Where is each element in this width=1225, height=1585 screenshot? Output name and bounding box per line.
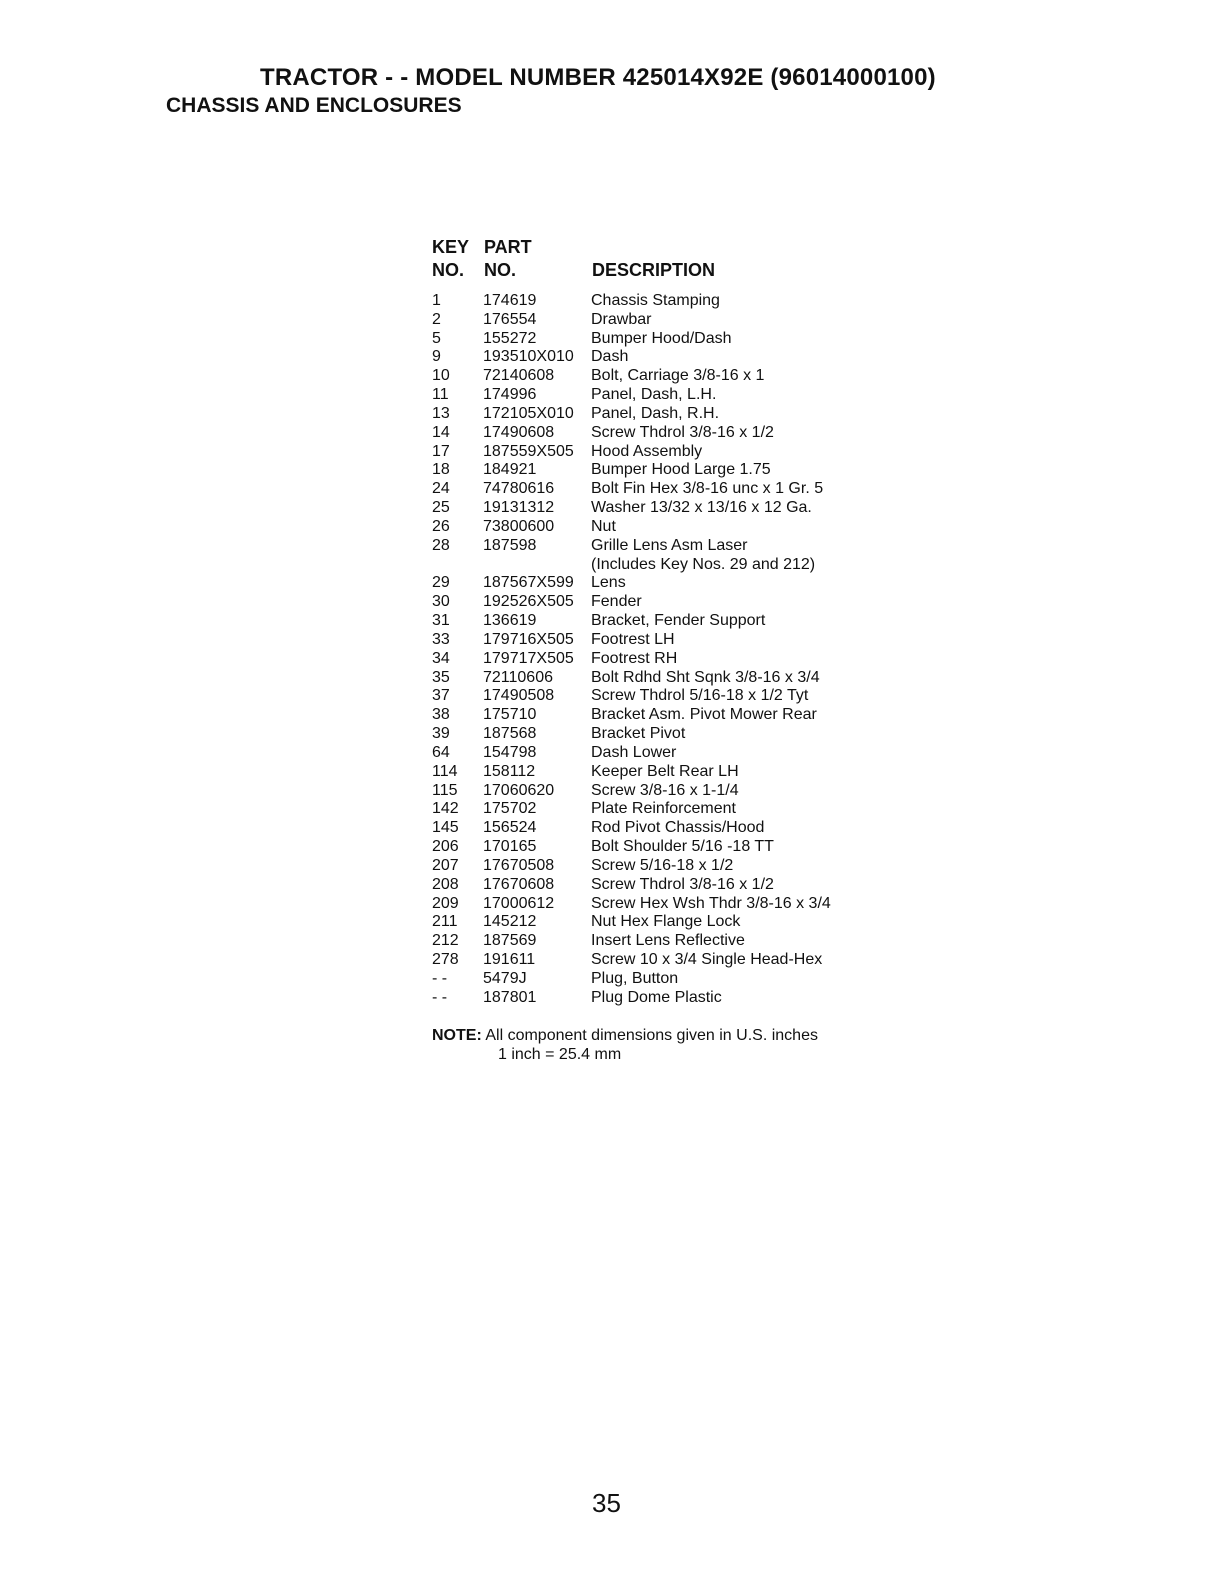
key-number: 14 xyxy=(432,423,450,441)
key-number: 145 xyxy=(432,819,459,837)
key-number: - - xyxy=(432,969,448,987)
part-description: Bolt Fin Hex 3/8-16 unc x 1 Gr. 5 xyxy=(591,480,824,498)
part-number: 5479J xyxy=(483,969,527,987)
key-number: 278 xyxy=(432,950,459,968)
part-number: 191611 xyxy=(483,950,536,968)
key-number: 64 xyxy=(432,743,450,761)
part-description: Bumper Hood/Dash xyxy=(591,329,732,347)
key-number: 10 xyxy=(432,367,450,385)
key-number: 142 xyxy=(432,800,459,818)
key-number: 114 xyxy=(432,762,458,780)
part-number: 17490608 xyxy=(483,423,555,441)
part-number: 187559X505 xyxy=(483,442,574,460)
table-row xyxy=(432,424,902,443)
key-number: 35 xyxy=(432,668,450,686)
part-description: Bolt, Carriage 3/8-16 x 1 xyxy=(591,367,765,385)
table-row xyxy=(432,782,902,801)
part-description: Hood Assembly xyxy=(591,442,703,460)
key-number: 33 xyxy=(432,630,450,648)
key-number: 208 xyxy=(432,875,459,893)
key-number: 207 xyxy=(432,856,459,874)
key-number: 17 xyxy=(432,442,450,460)
part-number: 179717X505 xyxy=(483,649,574,667)
part-number: 174619 xyxy=(483,292,537,309)
part-number: 187801 xyxy=(483,988,537,1006)
table-row xyxy=(432,763,902,782)
note-text-line1: All component dimensions given in U.S. inches xyxy=(485,1027,818,1044)
part-description: (Includes Key Nos. 29 and 212) xyxy=(591,555,816,573)
note xyxy=(432,1026,818,1064)
key-number: 25 xyxy=(432,499,450,517)
part-description: Bracket Asm. Pivot Mower Rear xyxy=(591,706,817,724)
key-number: 29 xyxy=(432,574,450,592)
key-number: 1 xyxy=(432,292,441,309)
part-number: 187568 xyxy=(483,725,537,743)
table-row xyxy=(432,800,902,819)
part-number: 17060620 xyxy=(483,781,555,799)
part-description: Rod Pivot Chassis/Hood xyxy=(591,819,765,837)
table-body xyxy=(432,292,902,1007)
part-number: 175702 xyxy=(483,800,537,818)
part-description: Screw 3/8-16 x 1-1/4 xyxy=(591,781,739,799)
table-row xyxy=(432,876,902,895)
part-number: 192526X505 xyxy=(483,593,574,611)
key-number: 11 xyxy=(432,386,449,404)
part-number: 74780616 xyxy=(483,480,555,498)
table-row xyxy=(432,593,902,612)
table-row xyxy=(432,687,902,706)
part-number: 176554 xyxy=(483,310,537,328)
key-number: - - xyxy=(432,988,448,1006)
page-number: 35 xyxy=(592,1488,621,1518)
table-row xyxy=(432,461,902,480)
key-number: 26 xyxy=(432,517,450,535)
part-description: Washer 13/32 x 13/16 x 12 Ga. xyxy=(591,499,812,517)
part-number: 17000612 xyxy=(483,894,555,912)
table-row xyxy=(432,386,902,405)
table-row xyxy=(432,706,902,725)
part-number: 175710 xyxy=(483,706,537,724)
key-number: 2 xyxy=(432,310,441,328)
part-description: Footrest LH xyxy=(591,630,675,648)
table-row xyxy=(432,348,902,367)
part-number: 136619 xyxy=(483,612,537,630)
part-number: 154798 xyxy=(483,743,537,761)
part-description: Panel, Dash, R.H. xyxy=(591,404,720,422)
part-number: 145212 xyxy=(483,913,537,931)
key-number: 13 xyxy=(432,404,450,422)
key-number: 28 xyxy=(432,536,450,554)
part-description: Drawbar xyxy=(591,310,652,328)
table-row xyxy=(432,612,902,631)
table-row xyxy=(432,518,902,537)
table-row xyxy=(432,669,902,688)
key-number: 206 xyxy=(432,838,459,856)
table-row xyxy=(432,895,902,914)
part-description: Bumper Hood Large 1.75 xyxy=(591,461,771,479)
part-description: Screw 5/16-18 x 1/2 xyxy=(591,856,734,874)
table-header xyxy=(432,236,902,292)
part-description: Keeper Belt Rear LH xyxy=(591,762,739,780)
key-number: 34 xyxy=(432,649,450,667)
note-text-line2: 1 inch = 25.4 mm xyxy=(498,1046,622,1063)
key-number: 39 xyxy=(432,725,450,743)
col-part-header-line2: NO. xyxy=(484,260,517,280)
part-description: Plate Reinforcement xyxy=(591,800,736,818)
part-description: Nut xyxy=(591,517,616,535)
section-title: CHASSIS AND ENCLOSURES xyxy=(166,94,462,117)
table-row xyxy=(432,556,902,575)
key-number: 5 xyxy=(432,329,441,347)
key-number: 115 xyxy=(432,781,458,799)
part-description: Dash xyxy=(591,348,629,366)
table-row xyxy=(432,970,902,989)
part-description: Plug, Button xyxy=(591,969,679,987)
part-description: Grille Lens Asm Laser xyxy=(591,536,748,554)
part-number: 158112 xyxy=(483,762,536,780)
table-row xyxy=(432,650,902,669)
table-row xyxy=(432,913,902,932)
table-row xyxy=(432,819,902,838)
part-description: Lens xyxy=(591,574,626,592)
parts-table xyxy=(432,236,902,1007)
part-number: 193510X010 xyxy=(483,348,574,366)
key-number: 212 xyxy=(432,932,459,950)
table-row xyxy=(432,989,902,1008)
part-description: Bracket, Fender Support xyxy=(591,612,766,630)
table-row xyxy=(432,631,902,650)
table-row xyxy=(432,725,902,744)
part-number: 156524 xyxy=(483,819,537,837)
part-number: 73800600 xyxy=(483,517,555,535)
table-row xyxy=(432,574,902,593)
part-number: 172105X010 xyxy=(483,404,574,422)
part-number: 72140608 xyxy=(483,367,555,385)
part-description: Screw 10 x 3/4 Single Head-Hex xyxy=(591,950,823,968)
part-description: Insert Lens Reflective xyxy=(591,932,745,950)
part-description: Bolt Shoulder 5/16 -18 TT xyxy=(591,838,774,856)
part-description: Screw Thdrol 3/8-16 x 1/2 xyxy=(591,875,774,893)
table-row xyxy=(432,838,902,857)
part-number: 187569 xyxy=(483,932,537,950)
part-description: Screw Thdrol 3/8-16 x 1/2 xyxy=(591,423,774,441)
page-title: TRACTOR - - MODEL NUMBER 425014X92E (96014000100) xyxy=(260,64,936,91)
table-row xyxy=(432,537,902,556)
note-label: NOTE: xyxy=(432,1027,482,1044)
table-row xyxy=(432,744,902,763)
table-row xyxy=(432,367,902,386)
key-number: 30 xyxy=(432,593,450,611)
key-number: 209 xyxy=(432,894,459,912)
part-number: 184921 xyxy=(483,461,537,479)
col-part-header-line1: PART xyxy=(484,237,532,257)
part-number: 17490508 xyxy=(483,687,555,705)
part-number: 174996 xyxy=(483,386,537,404)
table-row xyxy=(432,330,902,349)
table-row xyxy=(432,311,902,330)
part-number: 17670508 xyxy=(483,856,555,874)
table-row xyxy=(432,932,902,951)
table-row xyxy=(432,951,902,970)
table-row xyxy=(432,857,902,876)
part-number: 187598 xyxy=(483,536,537,554)
part-description: Footrest RH xyxy=(591,649,678,667)
part-description: Plug Dome Plastic xyxy=(591,988,722,1006)
table-row xyxy=(432,292,902,311)
key-number: 18 xyxy=(432,461,450,479)
table-row xyxy=(432,405,902,424)
part-description: Panel, Dash, L.H. xyxy=(591,386,717,404)
col-key-header-line2: NO. xyxy=(432,260,465,280)
part-description: Screw Thdrol 5/16-18 x 1/2 Tyt xyxy=(591,687,809,705)
part-description: Bracket Pivot xyxy=(591,725,686,743)
part-description: Screw Hex Wsh Thdr 3/8-16 x 3/4 xyxy=(591,894,831,912)
part-number: 19131312 xyxy=(483,499,555,517)
part-number: 72110606 xyxy=(483,668,553,686)
key-number: 31 xyxy=(432,612,450,630)
part-number: 170165 xyxy=(483,838,537,856)
part-description: Nut Hex Flange Lock xyxy=(591,913,741,931)
table-row xyxy=(432,480,902,499)
key-number: 9 xyxy=(432,348,441,366)
key-number: 37 xyxy=(432,687,450,705)
part-number: 17670608 xyxy=(483,875,555,893)
col-key-header-line1: KEY xyxy=(432,237,470,257)
part-description: Bolt Rdhd Sht Sqnk 3/8-16 x 3/4 xyxy=(591,668,820,686)
table-row xyxy=(432,443,902,462)
table-row xyxy=(432,499,902,518)
part-description: Fender xyxy=(591,593,642,611)
key-number: 24 xyxy=(432,480,450,498)
part-number: 155272 xyxy=(483,329,537,347)
part-description: Chassis Stamping xyxy=(591,292,720,309)
part-description: Dash Lower xyxy=(591,743,677,761)
key-number: 38 xyxy=(432,706,450,724)
col-description-header: DESCRIPTION xyxy=(592,260,716,280)
part-number: 187567X599 xyxy=(483,574,574,592)
key-number: 211 xyxy=(432,913,458,931)
part-number: 179716X505 xyxy=(483,630,574,648)
